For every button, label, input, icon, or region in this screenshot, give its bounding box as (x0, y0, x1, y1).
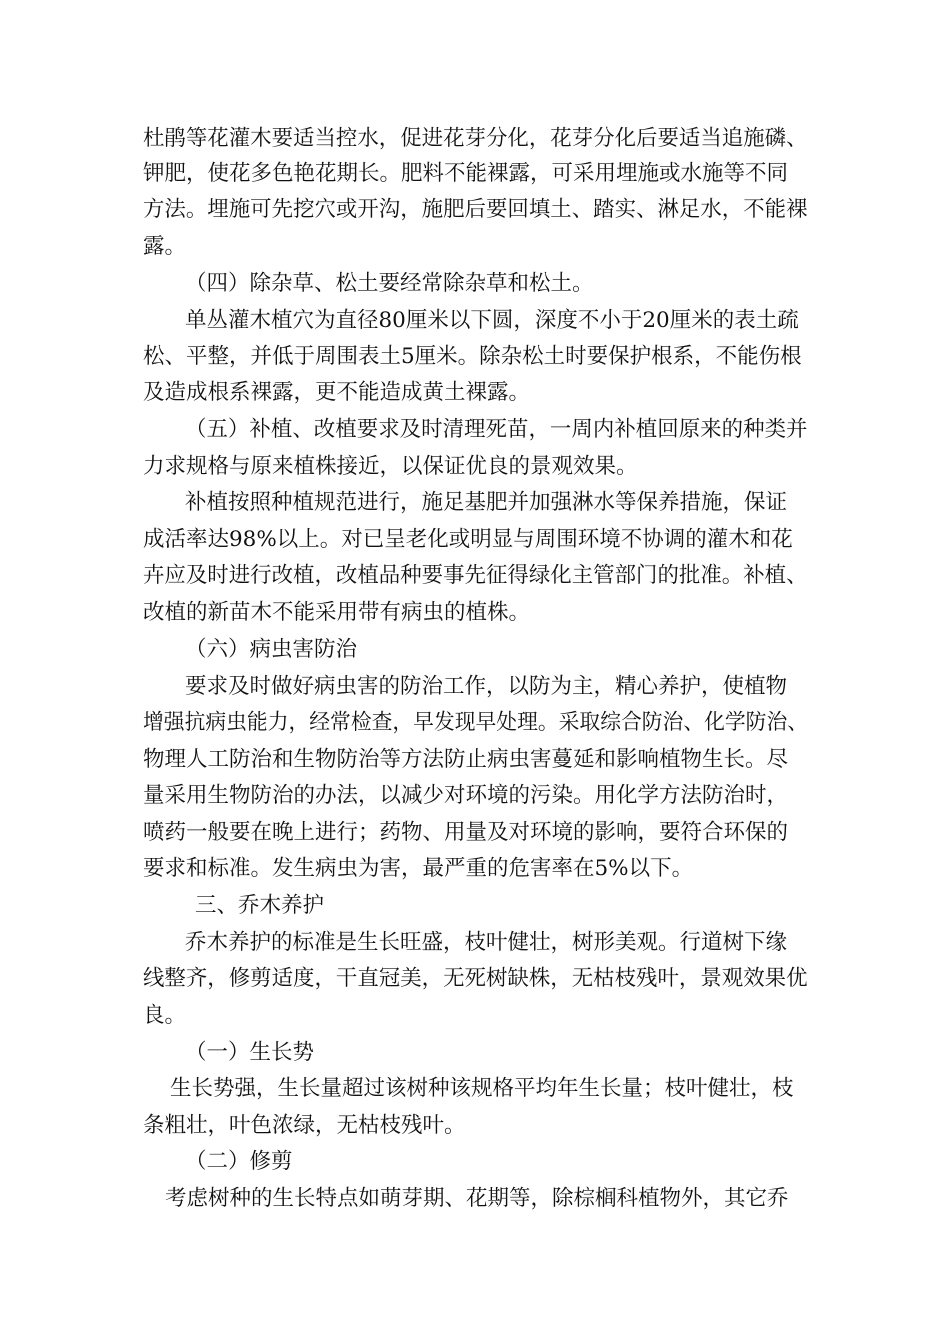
text-line: 及造成根系裸露，更不能造成黄土裸露。 (143, 380, 531, 405)
text-line: 成活率达98%以上。对已呈老化或明显与周围环境不协调的灌木和花 (143, 527, 793, 552)
text-line: 松、平整，并低于周围表土5厘米。除杂松土时要保护根系，不能伤根 (143, 344, 802, 369)
section-heading: （二）修剪 (185, 1149, 293, 1174)
text-line: 钾肥，使花多色艳花期长。肥料不能裸露，可采用埋施或水施等不同 (143, 161, 789, 186)
text-line: 喷药一般要在晚上进行；药物、用量及对环境的影响，要符合环保的 (143, 820, 789, 845)
text-line: 露。 (143, 234, 187, 259)
text-line: 补植按照种植规范进行，施足基肥并加强淋水等保养措施，保证 (185, 490, 788, 515)
text-line: 力求规格与原来植株接近，以保证优良的景观效果。 (143, 454, 638, 479)
text-line: 方法。埋施可先挖穴或开沟，施肥后要回填土、踏实、淋足水，不能裸 (143, 197, 808, 222)
text-line: 要求及时做好病虫害的防治工作，以防为主，精心养护，使植物 (185, 674, 788, 699)
section-heading: （六）病虫害防治 (185, 637, 358, 662)
section-heading: （五）补植、改植要求及时清理死苗，一周内补植回原来的种类并 (185, 417, 808, 442)
text-line: 物理人工防治和生物防治等方法防止病虫害蔓延和影响植物生长。尽 (143, 747, 789, 772)
section-heading: 三、乔木养护 (195, 893, 325, 918)
text-line: 杜鹃等花灌木要适当控水，促进花芽分化，花芽分化后要适当追施磷、 (143, 126, 808, 151)
text-line: 乔木养护的标准是生长旺盛，枝叶健壮，树形美观。行道树下缘 (185, 930, 788, 955)
text-line: 要求和标准。发生病虫为害，最严重的危害率在5%以下。 (143, 856, 694, 881)
text-line: 生长势强，生长量超过该树种该规格平均年生长量；枝叶健壮，枝 (170, 1076, 794, 1101)
text-line: 改植的新苗木不能采用带有病虫的植株。 (143, 600, 531, 625)
text-line: 卉应及时进行改植，改植品种要事先征得绿化主管部门的批准。补植、 (143, 563, 808, 588)
text-line: 良。 (143, 1003, 187, 1028)
section-heading: （一）生长势 (185, 1040, 315, 1065)
section-heading: （四）除杂草、松土要经常除杂草和松土。 (185, 271, 594, 296)
text-line: 单丛灌木植穴为直径80厘米以下圆，深度不小于20厘米的表土疏 (185, 308, 799, 333)
text-line: 线整齐，修剪适度，干直冠美，无死树缺株，无枯枝残叶，景观效果优 (143, 966, 808, 991)
text-line: 条粗壮，叶色浓绿，无枯枝残叶。 (143, 1113, 466, 1138)
text-line: 增强抗病虫能力，经常检查，早发现早处理。采取综合防治、化学防治、 (143, 710, 809, 735)
text-line: 考虑树种的生长特点如萌芽期、花期等，除棕榈科植物外，其它乔 (165, 1186, 789, 1211)
text-line: 量采用生物防治的办法，以减少对环境的污染。用化学方法防治时， (143, 783, 789, 808)
